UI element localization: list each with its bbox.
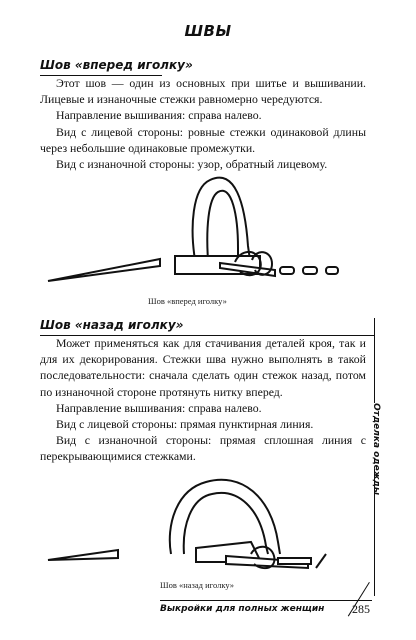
figure-caption-running-stitch: Шов «вперед иголку»	[148, 296, 227, 306]
running-stitch-illustration	[40, 168, 340, 293]
stitch-cut-mark	[316, 554, 326, 568]
section-body-running-stitch	[40, 75, 366, 172]
page-title: ШВЫ	[184, 22, 232, 40]
section-heading-running-stitch: Шов «вперед иголку»	[40, 58, 193, 72]
stitch-mark	[303, 267, 317, 274]
side-section-label: Отделка одежды	[368, 403, 384, 469]
section-heading-backstitch: Шов «назад иголку»	[40, 318, 184, 332]
footer-book-title: Выкройки для полных женщин	[160, 604, 325, 614]
paragraph: Вид с изнаночной стороны: прямая сплошная линия с перекрывающимися стежками.	[40, 433, 366, 464]
paragraph: Направление вышивания: справа налево.	[56, 108, 262, 123]
paragraph: Вид с лицевой стороны: ровные стежки одинаковой длины через небольшие одинаковые промежутки.	[40, 124, 366, 155]
stitch-line	[278, 558, 311, 564]
figure-caption-backstitch: Шов «назад иголку»	[160, 580, 235, 590]
stitch-mark	[326, 267, 338, 274]
paragraph: Вид с изнаночной стороны: узор, обратный лицевому.	[56, 157, 328, 172]
stitch-mark	[280, 267, 294, 274]
footer-rule	[160, 600, 372, 601]
thread-loop	[193, 178, 250, 260]
paragraph: Этот шов — один из основных при шитье и вышивании. Лицевые и изнаночные стежки равномерно чередуются.	[40, 76, 366, 107]
section-body-backstitch	[40, 335, 366, 465]
page-number: 285	[352, 602, 370, 616]
paragraph: Вид с лицевой стороны: прямая пунктирная линия.	[56, 417, 314, 432]
paragraph: Может применяться как для стачивания деталей кроя, так и для их декорирования. Стежки шва нужно выполнять в такой последовательности: сначала сделать один стежок назад, потом по изнаночной стороне протянуть нитку вперед.	[40, 336, 366, 399]
needle-shape	[48, 259, 160, 281]
backstitch-illustration	[46, 466, 346, 578]
paragraph: Направление вышивания: справа налево.	[56, 400, 262, 415]
thread-loop	[170, 480, 280, 554]
needle-shape	[48, 550, 118, 560]
